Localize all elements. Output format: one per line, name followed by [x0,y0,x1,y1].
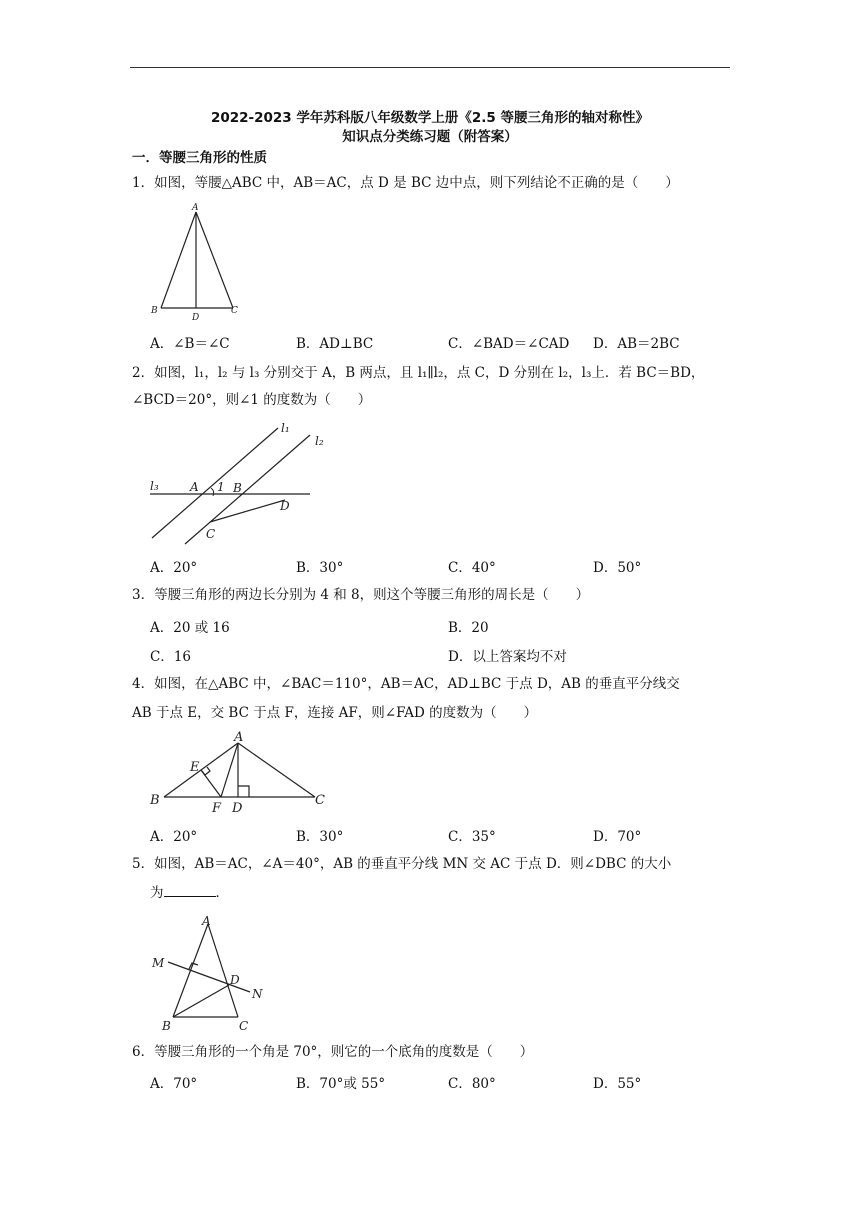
q3-option-d: D．以上答案均不对 [448,649,567,665]
q5-prefix: 为 [150,885,164,901]
q2-label-d: D [280,499,290,513]
q4-label-c: C [315,793,325,808]
q6-text: 6．等腰三角形的一个角是 70°，则它的一个底角的度数是（ ） [132,1044,534,1060]
q5-label-d: D [230,973,240,987]
q2-figure [140,418,340,548]
q5-label-b: B [162,1019,171,1033]
q2-label-c: C [206,527,216,541]
q4-figure [142,728,342,818]
q2-label-l3: l₃ [150,479,159,493]
section-heading: 一．等腰三角形的性质 [132,150,267,166]
q5-label-n: N [252,987,263,1001]
q6-option-b: B．70°或 55° [296,1076,386,1092]
q1-option-b: B．AD⊥BC [296,336,374,352]
q1-option-a: A．∠B＝∠C [150,336,230,352]
q4-option-d: D．70° [593,829,642,845]
q2-label-l2: l₂ [315,434,324,448]
q2-label-l1: l₁ [281,421,290,435]
q2-text-line2: ∠BCD＝20°，则∠1 的度数为（ ） [132,392,372,408]
q5-text-line2 [150,884,750,902]
q2-label-b: B [233,481,242,495]
q4-label-f: F [212,801,222,816]
q2-text-line1: 2．如图，l₁，l₂ 与 l₃ 分别交于 A，B 两点，且 l₁∥l₂，点 C，D 分别在 l₂，l₃上．若 BC＝BD， [132,365,705,381]
q5-label-a: A [202,914,211,928]
q4-option-b: B．30° [296,829,344,845]
q5-label-c: C [239,1019,249,1033]
q1-label-a: A [192,203,199,213]
q4-label-e: E [190,760,200,775]
q1-text: 1．如图，等腰△ABC 中，AB＝AC，点 D 是 BC 边中点，则下列结论不正确的是（ ） [132,175,679,191]
q4-option-a: A．20° [150,829,198,845]
q6-option-c: C．80° [448,1076,496,1092]
q2-label-1: 1 [217,480,225,494]
q2-option-a: A．20° [150,560,198,576]
q5-label-m: M [152,956,165,970]
q5-answer-blank[interactable] [164,884,216,897]
q1-option-c: C．∠BAD＝∠CAD [448,336,570,352]
header-rule [130,67,730,68]
q4-text-line2: AB 于点 E，交 BC 于点 F，连接 AF，则∠FAD 的度数为（ ） [132,705,538,721]
q3-option-a: A．20 或 16 [150,620,230,636]
q2-option-c: C．40° [448,560,496,576]
q1-label-c: C [231,306,238,316]
q2-label-a: A [190,480,199,494]
q2-option-b: B．30° [296,560,344,576]
q1-label-b: B [151,306,158,316]
q1-label-d: D [192,313,200,323]
q3-option-c: C．16 [150,649,192,665]
q5-text-line1: 5．如图，AB＝AC，∠A＝40°，AB 的垂直平分线 MN 交 AC 于点 D．则∠DBC 的大小 [132,856,672,872]
q3-option-b: B．20 [448,620,489,636]
q5-suffix: ． [215,885,229,901]
q1-figure [145,200,255,325]
q4-label-b: B [150,793,160,808]
q1-option-d: D．AB＝2BC [593,336,680,352]
q2-option-d: D．50° [593,560,642,576]
doc-title-line1: 2022-2023 学年苏科版八年级数学上册《2.5 等腰三角形的轴对称性》 [210,110,650,126]
q5-figure [148,912,278,1037]
doc-title-line2: 知识点分类练习题（附答案） [342,129,518,145]
q6-option-a: A．70° [150,1076,198,1092]
q6-option-d: D．55° [593,1076,642,1092]
q4-label-d: D [232,801,243,816]
q4-option-c: C．35° [448,829,496,845]
q3-text: 3．等腰三角形的两边长分别为 4 和 8，则这个等腰三角形的周长是（ ） [132,587,590,603]
q4-label-a: A [234,730,244,745]
q4-text-line1: 4．如图，在△ABC 中，∠BAC＝110°，AB＝AC，AD⊥BC 于点 D，AB 的垂直平分线交 [132,676,680,692]
